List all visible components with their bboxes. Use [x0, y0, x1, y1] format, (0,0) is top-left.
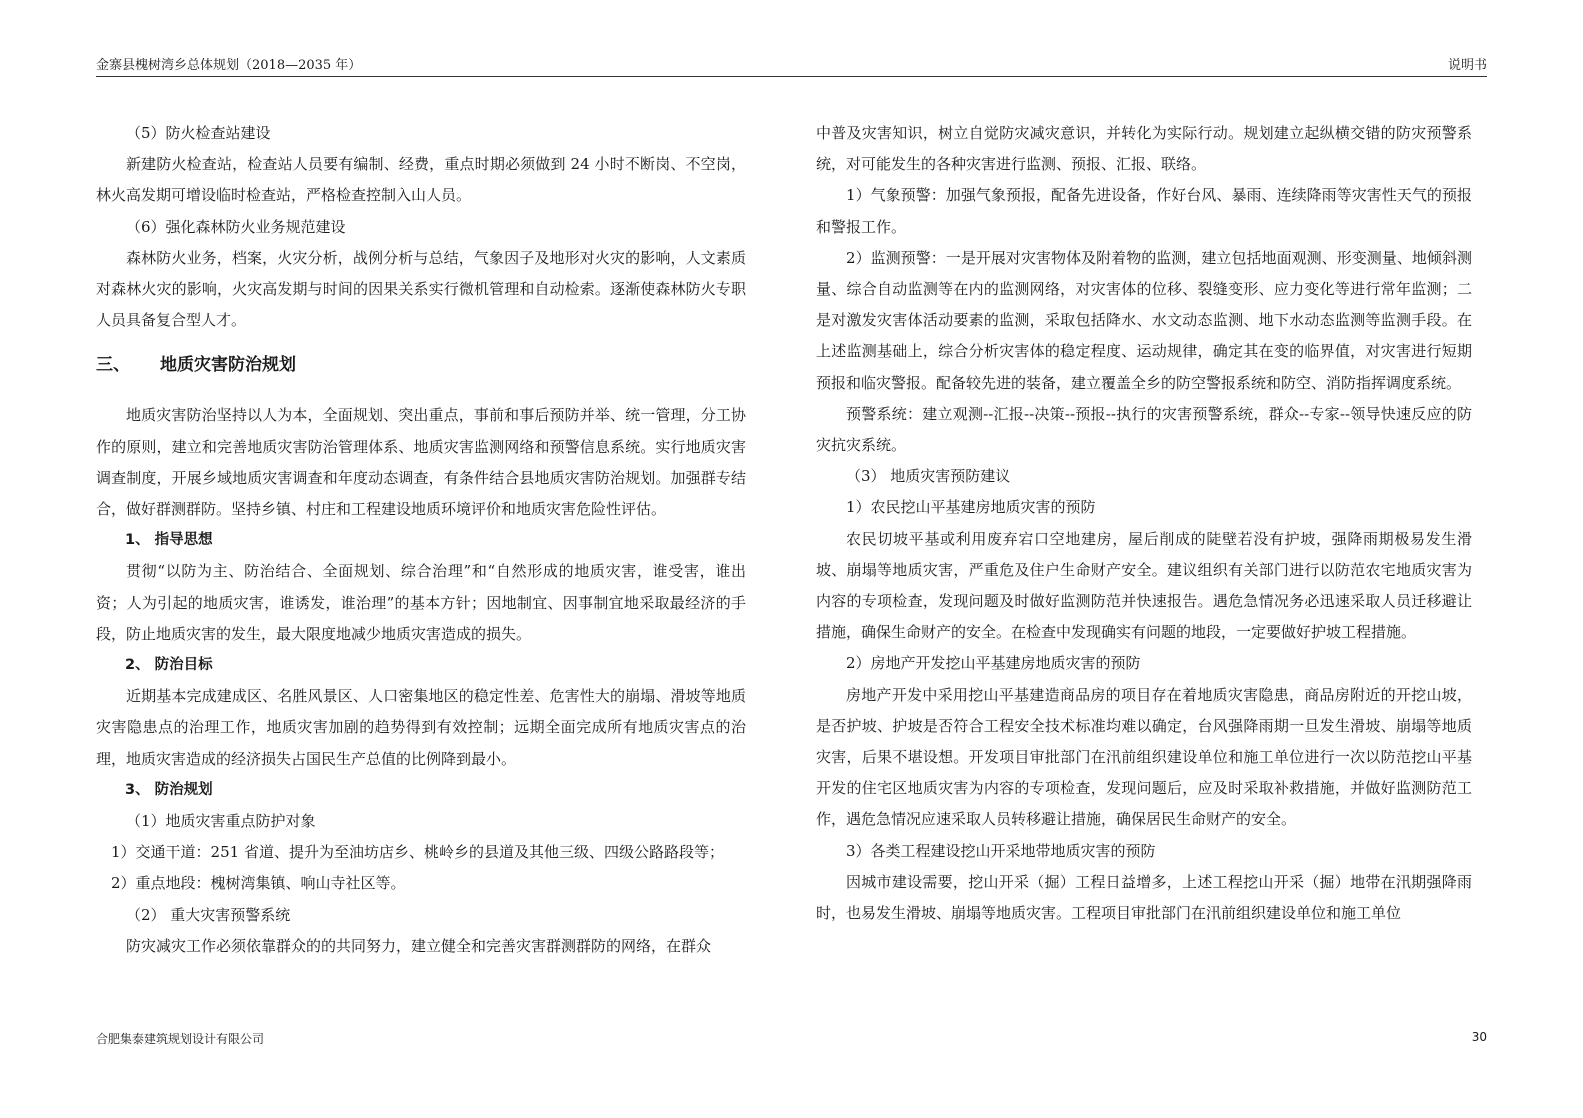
heading-guiding-ideology: 1、 指导思想	[125, 532, 213, 549]
subheading-farmer-housing: 1）农民挖山平基建房地质灾害的预防	[846, 498, 1096, 517]
heading-prevention-plan: 3、 防治规划	[125, 781, 213, 798]
document-type: 说明书	[1447, 58, 1487, 73]
left-column	[96, 118, 746, 962]
subheading-engineering: 3）各类工程建设挖山开采地带地质灾害的预防	[846, 841, 1156, 860]
page-number: 30	[1471, 1030, 1487, 1044]
subheading-real-estate: 2）房地产开发挖山平基建房地质灾害的预防	[846, 654, 1141, 673]
company-name: 合肥集泰建筑规划设计有限公司	[96, 1032, 265, 1046]
paragraph: 中普及灾害知识，树立自觉防灾减灾意识，并转化为实际行动。规划建立起纵横交错的防灾预警系统，对可能发生的各种灾害进行监测、预报、汇报、联络。	[816, 124, 1472, 174]
subheading-warning-system: （2） 重大灾害预警系统	[126, 905, 291, 924]
section-heading	[96, 348, 746, 382]
subheading-prevention-advice: （3） 地质灾害预防建议	[846, 467, 1011, 486]
right-column	[816, 118, 1472, 929]
paragraph: 森林防火业务，档案，火灾分析，战例分析与总结，气象因子及地形对火灾的影响，人文素质对森林火灾的影响，火灾高发期与时间的因果关系实行微机管理和自动检索。逐渐使森林防火专职人员具备复合型人才。	[96, 248, 746, 330]
page-header	[96, 54, 1487, 77]
list-item: 1）交通干道：251 省道、提升为至油坊店乡、桃岭乡的县道及其他三级、四级公路路段等；	[111, 843, 724, 862]
heading-prevention-goals: 2、 防治目标	[125, 657, 213, 674]
paragraph: 预警系统：建立观测--汇报--决策--预报--执行的灾害预警系统，群众--专家--领导快速反应的防灾抗灾系统。	[816, 404, 1472, 455]
paragraph: 新建防火检查站，检查站人员要有编制、经费，重点时期必须做到 24 小时不断岗、不空岗，林火高发期可增设临时检查站，严格检查控制入山人员。	[96, 155, 746, 205]
subheading-forest-fire-business: （6）强化森林防火业务规范建设	[126, 217, 346, 236]
paragraph: 地质灾害防治坚持以人为本，全面规划、突出重点，事前和事后预防并举、统一管理，分工协作的原则，建立和完善地质灾害防治管理体系、地质灾害监测网络和预警信息系统。实行地质灾害调查制度，开展乡域地质灾害调查和年度动态调查，有条件结合县地质灾害防治规划。加强群专结合，做好群测群防。坚持乡镇、村庄和工程建设地质环境评价和地质灾害危险性评估。	[96, 406, 746, 519]
paragraph: 2）监测预警：一是开展对灾害物体及附着物的监测，建立包括地面观测、形变测量、地倾斜测量、综合自动监测等在内的监测网络，对灾害体的位移、裂缝变形、应力变化等进行常年监测；二是对激发灾害体活动要素的监测，采取包括降水、水文动态监测、地下水动态监测等监测手段。在上述监测基础上，综合分析灾害体的稳定程度、运动规律，确定其在变的临界值，对灾害进行短期预报和临灾警报。配备较先进的装备，建立覆盖全乡的防空警报系统和防空、消防指挥调度系统。	[816, 248, 1472, 392]
subheading-fire-station: （5）防火检查站建设	[126, 124, 271, 142]
paragraph: 房地产开发中采用挖山平基建造商品房的项目存在着地质灾害隐患，商品房附近的开挖山坡，是否护坡、护坡是否符合工程安全技术标准均难以确定，台风强降雨期一旦发生滑坡、崩塌等地质灾害，后果不堪设想。开发项目审批部门在汛前组织建设单位和施工单位进行一次以防范挖山平基开发的住宅区地质灾害为内容的专项检查，发现问题后，应及时采取补救措施，并做好监测防范工作，遇危急情况应速采取人员转移避让措施，确保居民生命财产的安全。	[816, 685, 1472, 829]
list-item: 2）重点地段：槐树湾集镇、响山寺社区等。	[111, 874, 406, 893]
section-title: 地质灾害防治规划	[160, 355, 296, 376]
subheading-key-protection: （1）地质灾害重点防护对象	[126, 812, 316, 831]
paragraph: 近期基本完成建成区、名胜风景区、人口密集地区的稳定性差、危害性大的崩塌、滑坡等地质灾害隐患点的治理工作，地质灾害加剧的趋势得到有效控制；远期全面完成所有地质灾害点的治理，地质灾害造成的经济损失占国民生产总值的比例降到最小。	[96, 687, 746, 768]
document-title: 金寨县槐树湾乡总体规划（2018—2035 年）	[96, 58, 362, 73]
paragraph: 因城市建设需要，挖山开采（掘）工程日益增多，上述工程挖山开采（掘）地带在汛期强降雨时，也易发生滑坡、崩塌等地质灾害。工程项目审批部门在汛前组织建设单位和施工单位	[816, 872, 1472, 923]
paragraph: 贯彻“以防为主、防治结合、全面规划、综合治理”和“自然形成的地质灾害，谁受害，谁出资；人为引起的地质灾害，谁诱发，谁治理”的基本方针；因地制宜、因事制宜地采取最经济的手段，防止地质灾害的发生，最大限度地减少地质灾害造成的损失。	[96, 562, 746, 643]
paragraph: 防灾减灾工作必须依靠群众的的共同努力，建立健全和完善灾害群测群防的网络，在群众	[126, 936, 712, 955]
section-number: 三、	[96, 355, 130, 376]
paragraph: 1）气象预警：加强气象预报，配备先进设备，作好台风、暴雨、连续降雨等灾害性天气的预报和警报工作。	[816, 186, 1472, 236]
paragraph: 农民切坡平基或利用废弃宕口空地建房，屋后削成的陡壁若没有护坡，强降雨期极易发生滑坡、崩塌等地质灾害，严重危及住户生命财产安全。建议组织有关部门进行以防范农宅地质灾害为内容的专项检查，发现问题及时做好监测防范并快速报告。遇危急情况务必迅速采取人员迁移避让措施，确保生命财产的安全。在检查中发现确实有问题的地段，一定要做好护坡工程措施。	[816, 529, 1472, 642]
